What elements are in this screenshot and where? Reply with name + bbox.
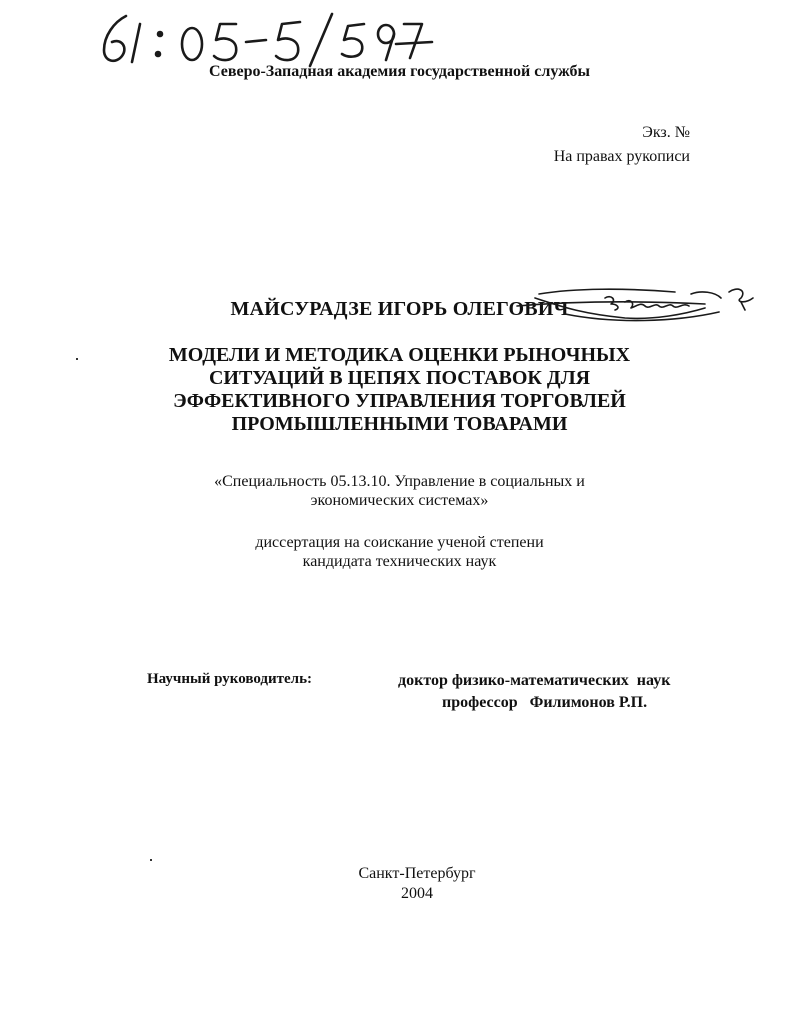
specialty-line: экономических системах» (310, 492, 489, 509)
specialty (0, 472, 799, 510)
year: 2004 (401, 885, 433, 902)
advisor-name: профессор Филимонов Р.П. (442, 694, 648, 711)
title-line: ЭФФЕКТИВНОГО УПРАВЛЕНИЯ ТОРГОВЛЕЙ (173, 390, 626, 412)
degree-line: диссертация на соискание ученой степени (255, 534, 544, 551)
degree-line: кандидата технических наук (302, 553, 497, 570)
copy-number-label: Экз. № (642, 124, 690, 141)
title-line: МОДЕЛИ И МЕТОДИКА ОЦЕНКИ РЫНОЧНЫХ (168, 344, 631, 366)
title-line: ПРОМЫШЛЕННЫМИ ТОВАРАМИ (231, 413, 568, 435)
scan-speck (150, 859, 152, 861)
advisor-label: Научный руководитель: (147, 671, 312, 687)
advisor-info (398, 670, 670, 714)
rights-note: На правах рукописи (553, 148, 690, 165)
author-signature (505, 284, 765, 332)
title-line: СИТУАЦИЙ В ЦЕПЯХ ПОСТАВОК ДЛЯ (208, 367, 591, 389)
scan-speck (76, 358, 78, 360)
dissertation-title (0, 344, 799, 436)
degree-info (0, 533, 799, 571)
publication-place (0, 864, 799, 904)
author-name: МАЙСУРАДЗЕ ИГОРЬ ОЛЕГОВИЧ (230, 298, 569, 320)
advisor-degree: доктор физико-математических наук (398, 672, 671, 689)
city: Санкт-Петербург (358, 865, 476, 882)
copy-info (554, 121, 690, 169)
specialty-line: «Специальность 05.13.10. Управление в социальных и (214, 473, 585, 490)
organization-name: Северо-Западная академия государственной службы (208, 63, 591, 80)
handwritten-archive-code (96, 8, 436, 70)
